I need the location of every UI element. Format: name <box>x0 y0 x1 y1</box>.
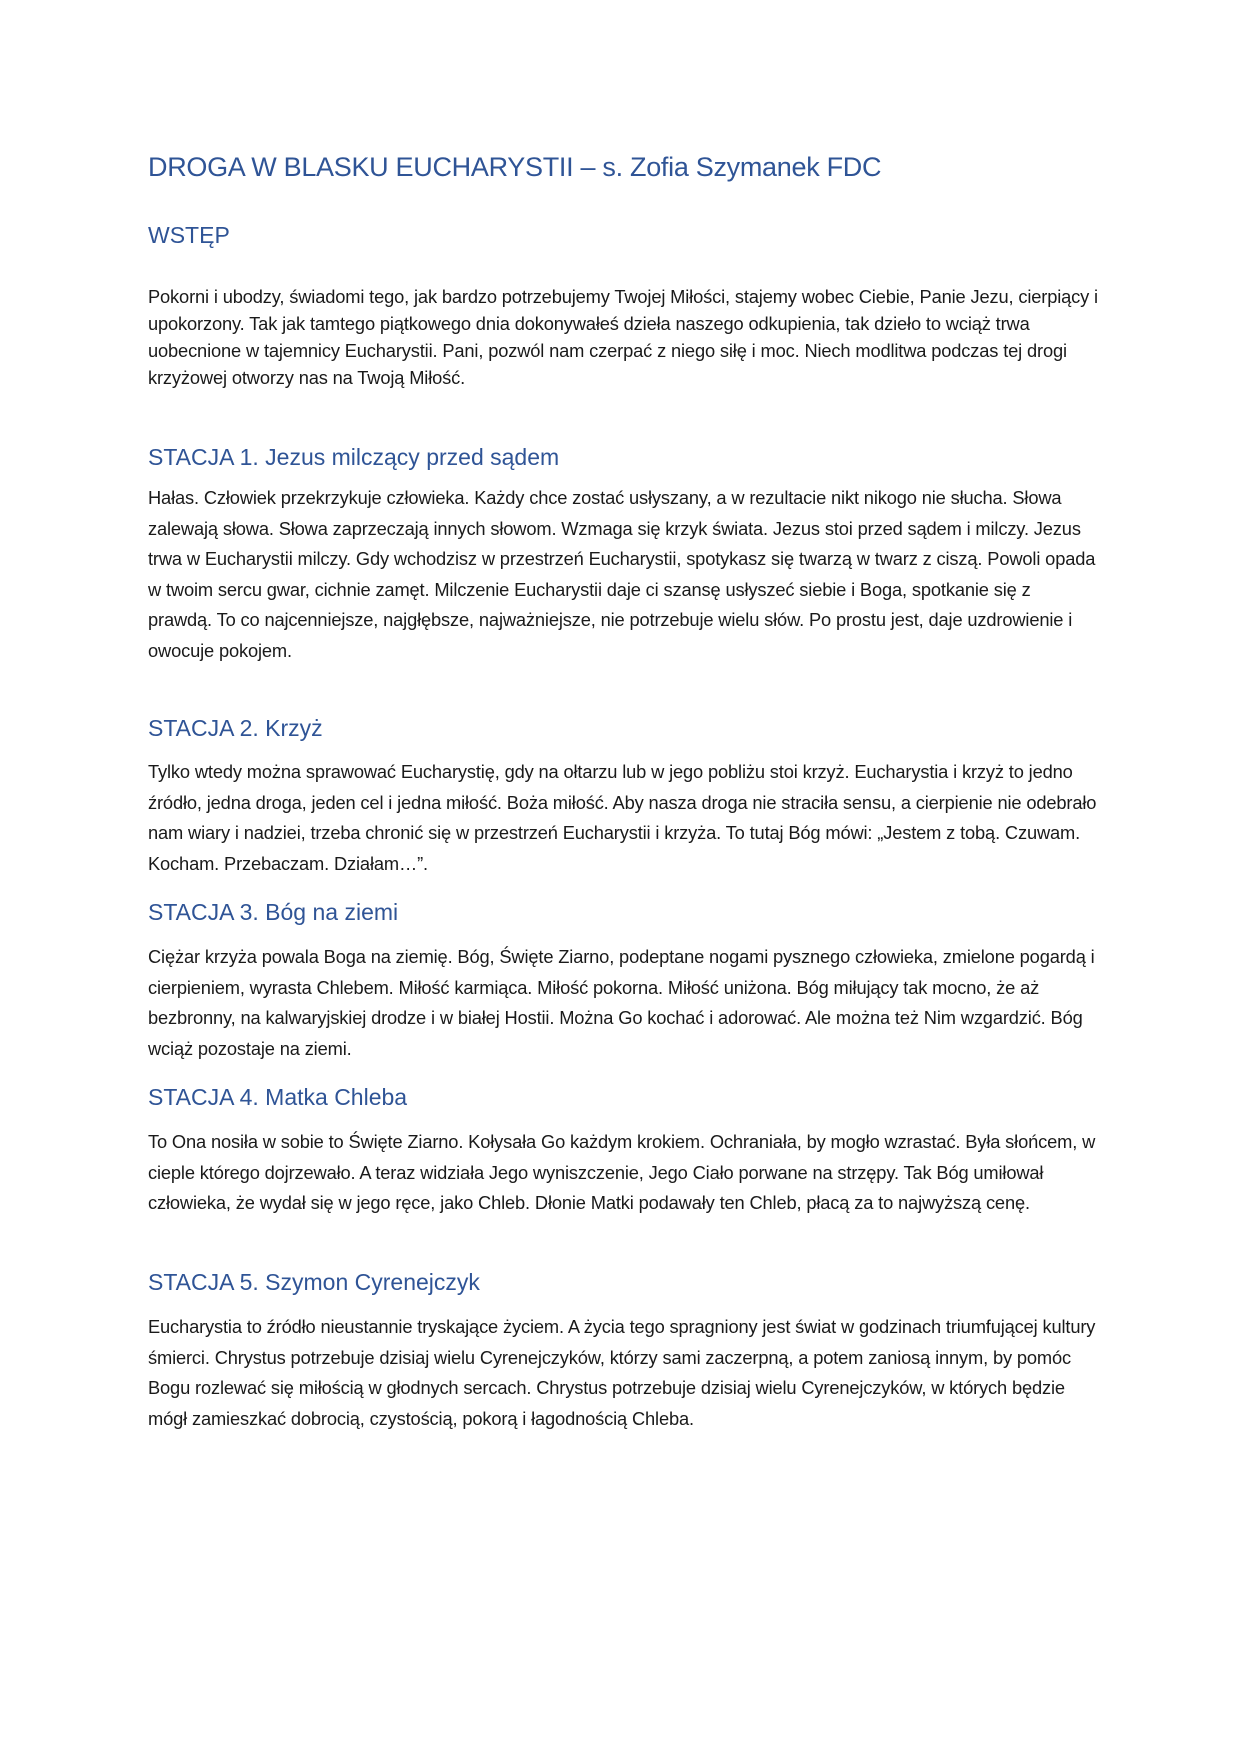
intro-section <box>148 283 1098 391</box>
station-5-heading: STACJA 5. Szymon Cyrenejczyk <box>148 1269 480 1295</box>
station-2-heading: STACJA 2. Krzyż <box>148 715 323 741</box>
station-1-paragraph: Hałas. Człowiek przekrzykuje człowieka. Każdy chce zostać usłyszany, a w rezultacie nikt nikogo nie słucha. Słowa zalewają słowa. Słowa zaprzeczają innych słowom. Wzmaga się krzyk świata. Jezus stoi przed sądem i milczy. Jezus trwa w Eucharystii milczy. Gdy wchodzisz w przestrzeń Eucharystii, spotykasz się twarzą w twarz z ciszą. Powoli opada w twoim sercu gwar, cichnie zamęt. Milczenie Eucharystii daje ci szansę usłyszeć siebie i Boga, spotkanie się z prawdą. To co najcenniejsze, najgłębsze, najważniejsze, nie potrzebuje wielu słów. Po prostu jest, daje uzdrowienie i owocuje pokojem. <box>148 487 1096 661</box>
intro-heading: WSTĘP <box>148 222 230 248</box>
station-3-heading: STACJA 3. Bóg na ziemi <box>148 899 399 925</box>
station-4-heading: STACJA 4. Matka Chleba <box>148 1084 408 1110</box>
intro-paragraph: Pokorni i ubodzy, świadomi tego, jak bardzo potrzebujemy Twojej Miłości, stajemy wobec Ciebie, Panie Jezu, cierpiący i upokorzony. Tak jak tamtego piątkowego dnia dokonywałeś dzieła naszego odkupienia, tak dzieło to wciąż trwa uobecnione w tajemnicy Eucharystii. Pani, pozwól nam czerpać z niego siłę i moc. Niech modlitwa podczas tej drogi krzyżowej otworzy nas na Twoją Miłość. <box>148 286 1098 388</box>
station-5-paragraph: Eucharystia to źródło nieustannie tryskające życiem. A życia tego spragniony jest świat w godzinach triumfującej kultury śmierci. Chrystus potrzebuje dzisiaj wielu Cyrenejczyków, którzy sami zaczerpną, a potem zaniosą innym, by pomóc Bogu rozlewać się miłością w głodnych sercach. Chrystus potrzebuje dzisiaj wielu Cyrenejczyków, w których będzie mógł zamieszkać dobrocią, czystością, pokorą i łagodnością Chleba. <box>148 1316 1096 1429</box>
station-2-section <box>148 757 1098 879</box>
station-3-section <box>148 942 1098 1064</box>
station-4-section <box>148 1127 1098 1219</box>
document-title: DROGA W BLASKU EUCHARYSTII – s. Zofia Szymanek FDC <box>148 152 882 182</box>
station-1-heading: STACJA 1. Jezus milczący przed sądem <box>148 444 560 470</box>
station-2-paragraph: Tylko wtedy można sprawować Eucharystię, gdy na ołtarzu lub w jego pobliżu stoi krzyż. Eucharystia i krzyż to jedno źródło, jedna droga, jeden cel i jedna miłość. Boża miłość. Aby nasza droga nie straciła sensu, a cierpienie nie odebrało nam wiary i nadziei, trzeba chronić się w przestrzeń Eucharystii i krzyża. To tutaj Bóg mówi: „Jestem z tobą. Czuwam. Kocham. Przebaczam. Działam…”. <box>148 761 1097 874</box>
station-4-paragraph: To Ona nosiła w sobie to Święte Ziarno. Kołysała Go każdym krokiem. Ochraniała, by mogło wzrastać. Była słońcem, w cieple którego dojrzewało. A teraz widziała Jego wyniszczenie, Jego Ciało porwane na strzępy. Tak Bóg umiłował człowieka, że wydał się w jego ręce, jako Chleb. Dłonie Matki podawały ten Chleb, płacą za to najwyższą cenę. <box>148 1131 1096 1213</box>
station-3-paragraph: Ciężar krzyża powala Boga na ziemię. Bóg, Święte Ziarno, podeptane nogami pysznego człowieka, zmielone pogardą i cierpieniem, wyrasta Chlebem. Miłość karmiąca. Miłość pokorna. Miłość uniżona. Bóg miłujący tak mocno, że aż bezbronny, na kalwaryjskiej drodze i w białej Hostii. Można Go kochać i adorować. Ale można też Nim wzgardzić. Bóg wciąż pozostaje na ziemi. <box>148 946 1095 1059</box>
station-1-section <box>148 483 1098 666</box>
station-5-section <box>148 1312 1098 1434</box>
